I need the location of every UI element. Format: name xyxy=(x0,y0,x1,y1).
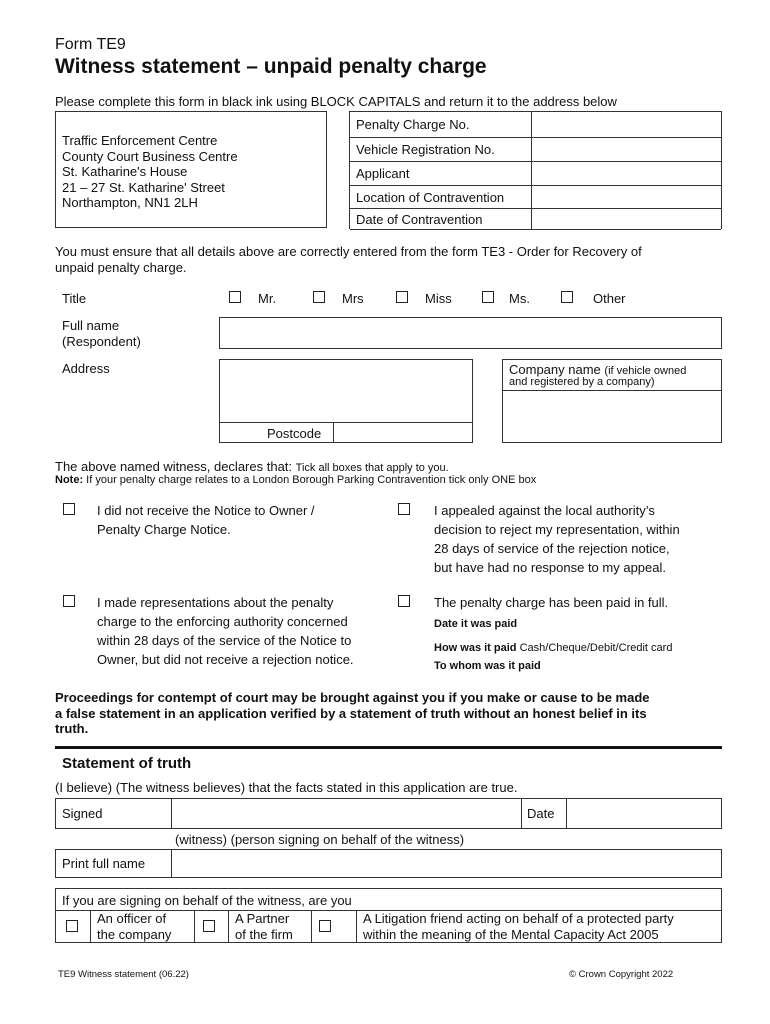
title-other-checkbox[interactable] xyxy=(561,291,573,303)
ensure-text: You must ensure that all details above are correctly entered from the form TE3 - Order for Recovery of xyxy=(55,244,642,259)
company-name-box[interactable] xyxy=(502,359,722,443)
return-address-box xyxy=(55,111,327,228)
form-number: Form TE9 xyxy=(55,36,126,53)
contempt-warning: Proceedings for contempt of court may be brought against you if you make or cause to be made a false statement in an application verified by a statement of truth without an honest belief in its truth. xyxy=(55,690,650,736)
date-paid-label: Date it was paid xyxy=(434,618,518,630)
signed-label: Signed xyxy=(62,806,103,821)
applicant-field[interactable]: Applicant xyxy=(350,162,721,186)
details-table xyxy=(349,111,722,229)
title-mrs-checkbox[interactable] xyxy=(313,291,325,303)
location-field[interactable]: Location of Contravention xyxy=(350,186,721,209)
partner-checkbox[interactable] xyxy=(203,920,215,932)
officer-checkbox[interactable] xyxy=(66,920,78,932)
witness-note: (witness) (person signing on behalf of the witness) xyxy=(175,832,465,847)
print-name-row xyxy=(55,849,722,878)
title-mr-checkbox[interactable] xyxy=(229,291,241,303)
partner-label: A Partner of the firm xyxy=(228,911,293,942)
postcode-input[interactable] xyxy=(333,422,472,442)
vehicle-registration-field[interactable]: Vehicle Registration No. xyxy=(350,138,721,162)
penalty-charge-no-field[interactable]: Penalty Charge No. xyxy=(350,112,721,138)
print-name-input[interactable] xyxy=(171,850,721,877)
ensure-text-2: unpaid penalty charge. xyxy=(55,260,187,275)
title-other-label: Other xyxy=(593,291,626,306)
address-input[interactable] xyxy=(219,359,473,443)
title-mrs-label: Mrs xyxy=(342,291,364,306)
officer-label: An officer of the company xyxy=(90,911,171,942)
declaration-intro: The above named witness, declares that: Tick all boxes that apply to you. xyxy=(55,459,449,474)
date-label: Date xyxy=(527,806,555,821)
title-miss-label: Miss xyxy=(425,291,452,306)
signed-row xyxy=(55,798,722,829)
statement-heading: Statement of truth xyxy=(62,755,192,772)
title-miss-checkbox[interactable] xyxy=(396,291,408,303)
representations-checkbox[interactable] xyxy=(63,595,75,607)
divider xyxy=(55,746,722,749)
appealed-text: I appealed against the local authority’s decision to reject my representation, within 28 days of service of the rejection notice, but have had no response to my appeal. xyxy=(434,503,680,575)
representations-text: I made representations about the penalty charge to the enforcing authority concerned within 28 days of the service of the Notice to Owner, but did not receive a rejection notice. xyxy=(97,595,354,667)
litigation-label: A Litigation friend acting on behalf of a protected party within the meaning of the Mental Capacity Act 2005 xyxy=(356,911,674,942)
footer-copyright: © Crown Copyright 2022 xyxy=(569,969,674,980)
appealed-checkbox[interactable] xyxy=(398,503,410,515)
address-label: Address xyxy=(62,361,110,376)
paid-checkbox[interactable] xyxy=(398,595,410,607)
company-note: and registered by a company) xyxy=(509,376,655,388)
footer-form-id: TE9 Witness statement (06.22) xyxy=(58,969,189,980)
litigation-checkbox[interactable] xyxy=(319,920,331,932)
print-name-label: Print full name xyxy=(62,856,146,871)
instruction: Please complete this form in black ink using BLOCK CAPITALS and return it to the address below xyxy=(55,94,617,109)
behalf-table xyxy=(55,888,722,943)
postcode-label: Postcode xyxy=(267,426,322,441)
full-name-label: Full name (Respondent) xyxy=(62,318,141,349)
not-received-text: I did not receive the Notice to Owner / Penalty Charge Notice. xyxy=(97,503,315,537)
title-ms-label: Ms. xyxy=(509,291,530,306)
date-of-contravention-field[interactable]: Date of Contravention xyxy=(350,209,721,230)
signature-input[interactable] xyxy=(171,799,522,828)
page-title: Witness statement – unpaid penalty charge xyxy=(55,55,487,78)
title-mr-label: Mr. xyxy=(258,291,277,306)
title-ms-checkbox[interactable] xyxy=(482,291,494,303)
to-whom-label: To whom was it paid xyxy=(434,660,541,672)
return-address: Traffic Enforcement Centre County Court Business Centre St. Katharine's House 21 – 27 St. Katharine' Street Northampton, NN1 2LH xyxy=(62,133,238,210)
full-name-input[interactable] xyxy=(219,317,722,349)
behalf-question: If you are signing on behalf of the witness, are you xyxy=(62,893,352,908)
how-paid-label: How was it paid Cash/Cheque/Debit/Credit card xyxy=(434,642,673,654)
belief-text: (I believe) (The witness believes) that the facts stated in this application are true. xyxy=(55,780,518,795)
company-name-label: Company name (if vehicle owned xyxy=(509,362,687,377)
date-input[interactable] xyxy=(566,799,721,828)
paid-text: The penalty charge has been paid in full. xyxy=(434,595,669,610)
not-received-checkbox[interactable] xyxy=(63,503,75,515)
declaration-note: Note: If your penalty charge relates to a London Borough Parking Contravention tick only ONE box xyxy=(55,474,537,486)
title-label: Title xyxy=(62,291,87,306)
